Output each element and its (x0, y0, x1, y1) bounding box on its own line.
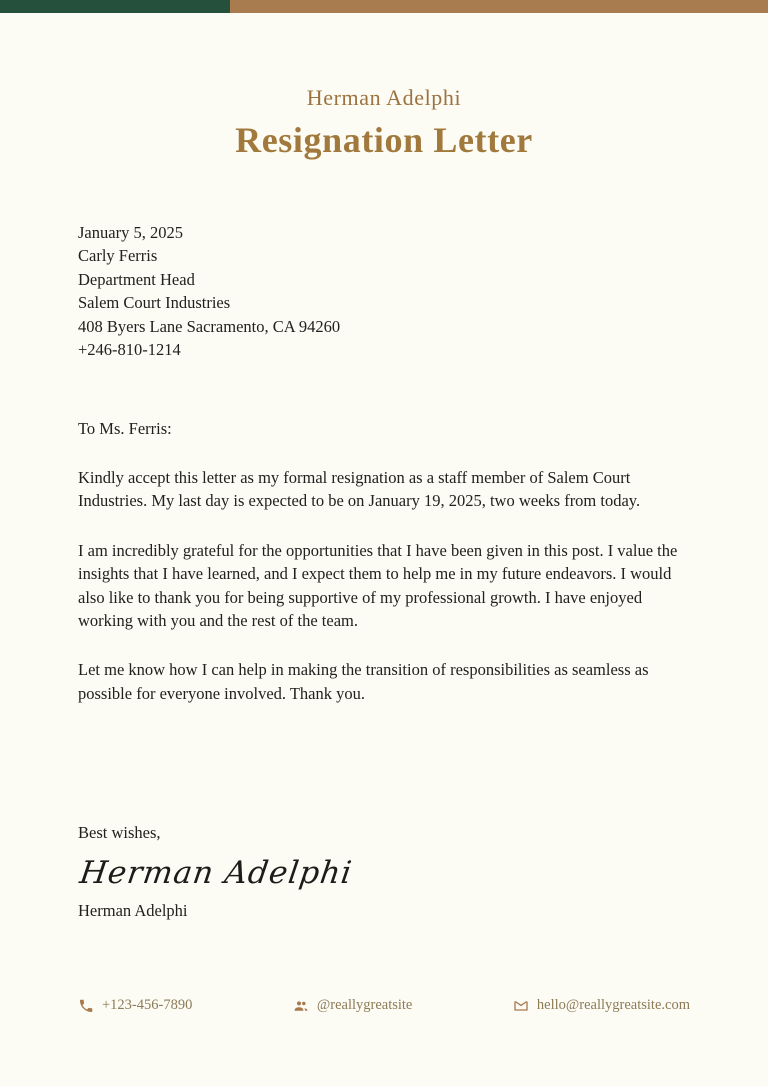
top-accent-bar (0, 0, 768, 13)
recipient-name: Carly Ferris (78, 246, 158, 266)
valediction: Best wishes, (78, 823, 161, 843)
contact-footer (78, 997, 690, 1014)
people-icon (293, 998, 309, 1014)
body-paragraph-2: I am incredibly grateful for the opportunities that I have been given in this post. I value the insights that I have learned, and I expect them to help me in my future endeavors. I would also like to thank you for being supportive of my professional growth. I have enjoyed working with you and the rest of the team. (78, 540, 678, 631)
closing-block (78, 821, 690, 922)
company-address: 408 Byers Lane Sacramento, CA 94260 (78, 316, 341, 336)
page-title: Resignation Letter (235, 120, 533, 160)
footer-email (513, 997, 690, 1014)
top-bar-brown-segment (230, 0, 768, 13)
letter-header (0, 85, 768, 161)
body-paragraph-3: Let me know how I can help in making the transition of responsibilities as seamless as possible for everyone involved. Thank you. (78, 660, 649, 703)
company-name: Salem Court Industries (78, 293, 231, 313)
signature-script: Herman Adelphi (77, 854, 355, 891)
footer-email-text: hello@reallygreatsite.com (536, 997, 690, 1013)
envelope-icon (513, 998, 529, 1014)
top-bar-green-segment (0, 0, 230, 13)
author-name: Herman Adelphi (306, 85, 462, 110)
phone-line: +246-810-1214 (78, 340, 181, 360)
footer-phone (78, 997, 192, 1014)
footer-social-text: @reallygreatsite (316, 997, 413, 1013)
date-line: January 5, 2025 (78, 223, 183, 242)
letter-content (0, 221, 768, 922)
footer-phone-text: +123-456-7890 (102, 997, 193, 1013)
salutation: To Ms. Ferris: (78, 418, 172, 438)
body-paragraph-1: Kindly accept this letter as my formal resignation as a staff member of Salem Court Industries. My last day is expected to be on January 19, 2025, two weeks from today. (78, 467, 641, 511)
phone-icon (78, 998, 94, 1014)
recipient-block (78, 221, 690, 362)
recipient-role: Department Head (78, 269, 195, 289)
signer-printed-name: Herman Adelphi (78, 900, 188, 920)
footer-social (293, 997, 412, 1014)
